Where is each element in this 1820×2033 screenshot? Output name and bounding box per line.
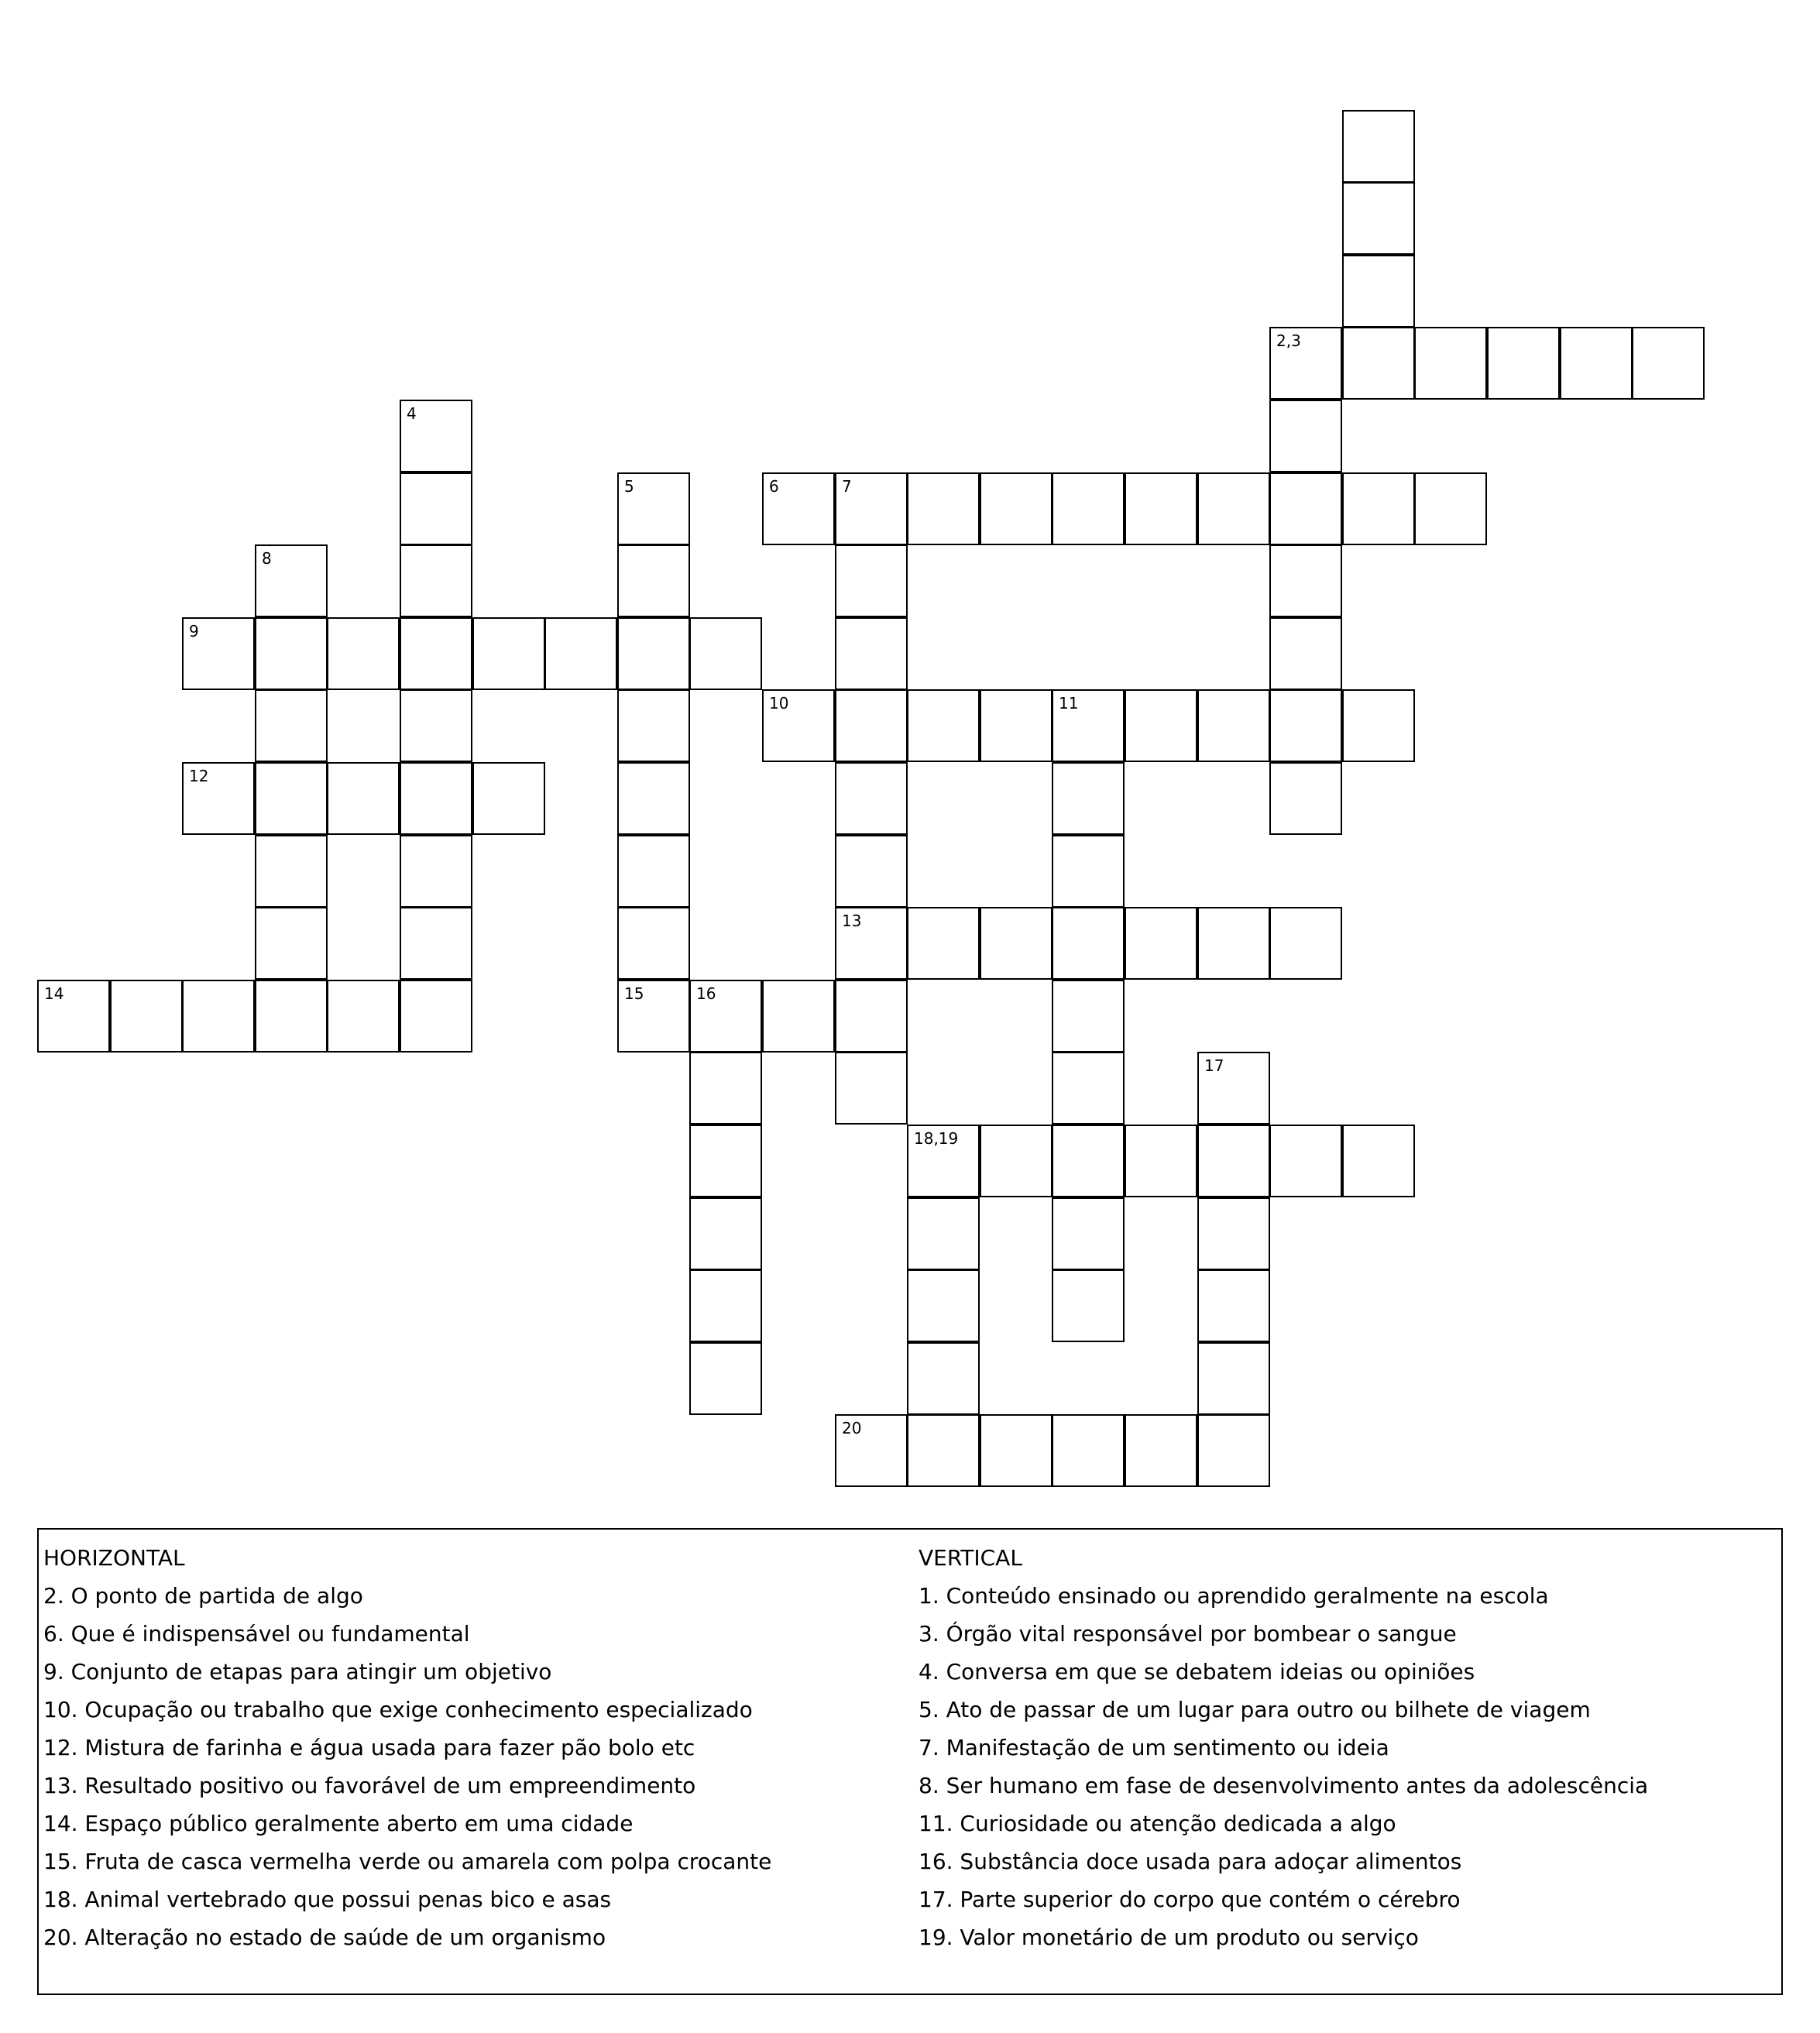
grid-cell[interactable] <box>1269 472 1342 545</box>
horizontal-clues <box>43 1539 771 1956</box>
grid-cell[interactable] <box>255 980 328 1053</box>
horizontal-clue: 18. Animal vertebrado que possui penas bico e asas <box>43 1887 612 1912</box>
grid-cell[interactable] <box>1197 1197 1270 1270</box>
grid-cell[interactable] <box>1052 689 1125 762</box>
grid-cell[interactable] <box>1269 907 1342 980</box>
grid-cell[interactable] <box>835 980 908 1053</box>
grid-cell[interactable] <box>255 907 328 980</box>
clue-number: 16 <box>696 984 716 1003</box>
grid-cell[interactable] <box>472 617 545 690</box>
horizontal-clue: 2. O ponto de partida de algo <box>43 1583 363 1609</box>
grid-cell[interactable] <box>1197 1414 1270 1487</box>
grid-cell[interactable] <box>1632 327 1705 400</box>
grid-cell[interactable] <box>1342 472 1415 545</box>
grid-cell[interactable] <box>980 689 1053 762</box>
grid-cell[interactable] <box>400 907 472 980</box>
grid-cell[interactable] <box>110 980 183 1053</box>
grid-cell[interactable] <box>1125 472 1197 545</box>
grid-cell[interactable] <box>617 980 690 1053</box>
clue-number: 17 <box>1204 1056 1224 1075</box>
grid-cell[interactable] <box>617 544 690 617</box>
clue-number: 10 <box>769 694 789 713</box>
horizontal-title: HORIZONTAL <box>43 1545 185 1571</box>
grid-cell[interactable] <box>1052 1269 1125 1342</box>
grid-cell[interactable] <box>835 762 908 835</box>
vertical-clue: 7. Manifestação de um sentimento ou ideia <box>919 1735 1389 1760</box>
grid-cell[interactable] <box>907 472 980 545</box>
horizontal-clue: 9. Conjunto de etapas para atingir um objetivo <box>43 1659 552 1684</box>
clue-number: 9 <box>189 622 199 640</box>
grid-cell[interactable] <box>182 762 255 835</box>
grid-cell[interactable] <box>400 835 472 908</box>
grid-cell[interactable] <box>1269 544 1342 617</box>
grid-cell[interactable] <box>689 617 762 690</box>
grid-cell[interactable] <box>907 1197 980 1270</box>
horizontal-clue: 12. Mistura de farinha e água usada para fazer pão bolo etc <box>43 1735 695 1760</box>
grid-cell[interactable] <box>689 1125 762 1197</box>
grid-cell[interactable] <box>1197 907 1270 980</box>
grid-cell[interactable] <box>1342 255 1415 328</box>
grid-cell[interactable] <box>617 472 690 545</box>
grid-cell[interactable] <box>1052 1414 1125 1487</box>
grid-cell[interactable] <box>907 689 980 762</box>
clues-panel <box>37 1528 1783 1995</box>
clue-number: 5 <box>624 477 634 496</box>
grid-cell[interactable] <box>1052 835 1125 908</box>
grid-cell[interactable] <box>1197 1125 1270 1197</box>
grid-cell[interactable] <box>835 1052 908 1125</box>
grid-cell[interactable] <box>1487 327 1560 400</box>
grid-cell[interactable] <box>617 907 690 980</box>
grid-cell[interactable] <box>907 1269 980 1342</box>
clue-number: 11 <box>1059 694 1079 713</box>
grid-cell[interactable] <box>907 1342 980 1415</box>
horizontal-clue: 13. Resultado positivo ou favorável de um empreendimento <box>43 1773 696 1798</box>
vertical-clue: 19. Valor monetário de um produto ou serviço <box>919 1925 1419 1950</box>
grid-cell[interactable] <box>37 980 110 1053</box>
grid-cell[interactable] <box>762 980 835 1053</box>
grid-cell[interactable] <box>1052 1125 1125 1197</box>
grid-cell[interactable] <box>1197 1052 1270 1125</box>
grid-cell[interactable] <box>907 1414 980 1487</box>
horizontal-clue: 20. Alteração no estado de saúde de um organismo <box>43 1925 606 1950</box>
grid-cell[interactable] <box>400 472 472 545</box>
grid-cell[interactable] <box>1269 617 1342 690</box>
grid-cell[interactable] <box>835 544 908 617</box>
grid-cell[interactable] <box>980 472 1053 545</box>
grid-cell[interactable] <box>689 1269 762 1342</box>
grid-cell[interactable] <box>327 617 400 690</box>
grid-cell[interactable] <box>1342 110 1415 183</box>
grid-cell[interactable] <box>1342 327 1415 400</box>
grid-cell[interactable] <box>617 762 690 835</box>
grid-cell[interactable] <box>400 400 472 472</box>
grid-cell[interactable] <box>1342 182 1415 255</box>
grid-cell[interactable] <box>255 762 328 835</box>
clue-number: 18,19 <box>914 1129 959 1148</box>
grid-cell[interactable] <box>762 472 835 545</box>
grid-cell[interactable] <box>327 762 400 835</box>
horizontal-clue: 14. Espaço público geralmente aberto em uma cidade <box>43 1811 634 1836</box>
grid-cell[interactable] <box>1197 1269 1270 1342</box>
grid-cell[interactable] <box>1052 762 1125 835</box>
crossword-grid <box>37 37 1780 1493</box>
grid-cell[interactable] <box>980 1125 1053 1197</box>
grid-cell[interactable] <box>1342 689 1415 762</box>
vertical-clue: 5. Ato de passar de um lugar para outro ou bilhete de viagem <box>919 1697 1591 1722</box>
grid-cell[interactable] <box>255 689 328 762</box>
grid-cell[interactable] <box>1197 1342 1270 1415</box>
grid-cell[interactable] <box>400 980 472 1053</box>
grid-cell[interactable] <box>1125 1414 1197 1487</box>
grid-cell[interactable] <box>689 980 762 1053</box>
grid-cell[interactable] <box>1197 689 1270 762</box>
grid-cell[interactable] <box>835 1414 908 1487</box>
grid-cell[interactable] <box>835 617 908 690</box>
grid-cell[interactable] <box>1269 327 1342 400</box>
grid-cell[interactable] <box>1342 1125 1415 1197</box>
clue-number: 6 <box>769 477 779 496</box>
grid-cell[interactable] <box>400 617 472 690</box>
vertical-clue: 8. Ser humano em fase de desenvolvimento antes da adolescência <box>919 1773 1649 1798</box>
grid-cell[interactable] <box>617 617 690 690</box>
vertical-clue: 11. Curiosidade ou atenção dedicada a algo <box>919 1811 1396 1836</box>
grid-cell[interactable] <box>255 617 328 690</box>
grid-cell[interactable] <box>1125 1125 1197 1197</box>
grid-cell[interactable] <box>980 1414 1053 1487</box>
grid-cell[interactable] <box>980 907 1053 980</box>
grid-cell[interactable] <box>1197 472 1270 545</box>
grid-cell[interactable] <box>1414 327 1487 400</box>
grid-cell[interactable] <box>1052 472 1125 545</box>
grid-cell[interactable] <box>400 689 472 762</box>
grid-cell[interactable] <box>1125 689 1197 762</box>
grid-cell[interactable] <box>1269 1125 1342 1197</box>
grid-cell[interactable] <box>1269 689 1342 762</box>
vertical-clue: 4. Conversa em que se debatem ideias ou opiniões <box>919 1659 1475 1684</box>
vertical-clue: 1. Conteúdo ensinado ou aprendido geralmente na escola <box>919 1583 1549 1609</box>
vertical-clue: 17. Parte superior do corpo que contém o cérebro <box>919 1887 1461 1912</box>
grid-cell[interactable] <box>327 980 400 1053</box>
grid-cell[interactable] <box>255 835 328 908</box>
grid-cell[interactable] <box>689 1342 762 1415</box>
grid-cell[interactable] <box>472 762 545 835</box>
grid-cell[interactable] <box>1269 762 1342 835</box>
grid-cell[interactable] <box>1414 472 1487 545</box>
grid-cell[interactable] <box>1052 980 1125 1053</box>
grid-cell[interactable] <box>689 1052 762 1125</box>
grid-cell[interactable] <box>835 689 908 762</box>
grid-cell[interactable] <box>835 907 908 980</box>
grid-cell[interactable] <box>835 835 908 908</box>
grid-cell[interactable] <box>762 689 835 762</box>
grid-cell[interactable] <box>1052 907 1125 980</box>
grid-cell[interactable] <box>1269 400 1342 472</box>
grid-cell[interactable] <box>1052 1052 1125 1125</box>
grid-cell[interactable] <box>617 835 690 908</box>
clue-number: 7 <box>842 477 852 496</box>
clue-number: 15 <box>624 984 644 1003</box>
grid-cell[interactable] <box>907 907 980 980</box>
grid-cell[interactable] <box>617 689 690 762</box>
vertical-title: VERTICAL <box>919 1545 1022 1571</box>
clue-number: 13 <box>842 912 862 930</box>
vertical-clue: 16. Substância doce usada para adoçar alimentos <box>919 1849 1462 1874</box>
clue-number: 20 <box>842 1419 862 1437</box>
grid-cell[interactable] <box>1560 327 1633 400</box>
horizontal-clue: 10. Ocupação ou trabalho que exige conhecimento especializado <box>43 1697 753 1722</box>
clue-number: 4 <box>407 404 417 423</box>
grid-cell[interactable] <box>544 617 617 690</box>
grid-cell[interactable] <box>1125 907 1197 980</box>
grid-cell[interactable] <box>689 1197 762 1270</box>
grid-cell[interactable] <box>255 544 328 617</box>
vertical-clue: 3. Órgão vital responsável por bombear o sangue <box>919 1621 1457 1647</box>
grid-cell[interactable] <box>1052 1197 1125 1270</box>
clue-number: 14 <box>44 984 64 1003</box>
grid-cell[interactable] <box>182 617 255 690</box>
clue-number: 8 <box>262 549 272 568</box>
vertical-clues <box>919 1539 1648 1956</box>
grid-cell[interactable] <box>907 1125 980 1197</box>
clue-number: 12 <box>189 767 209 785</box>
grid-cell[interactable] <box>400 544 472 617</box>
grid-cell[interactable] <box>400 762 472 835</box>
horizontal-clue: 6. Que é indispensável ou fundamental <box>43 1621 470 1647</box>
grid-cell[interactable] <box>182 980 255 1053</box>
clue-number: 2,3 <box>1276 331 1301 350</box>
grid-cell[interactable] <box>835 472 908 545</box>
horizontal-clue: 15. Fruta de casca vermelha verde ou amarela com polpa crocante <box>43 1849 772 1874</box>
